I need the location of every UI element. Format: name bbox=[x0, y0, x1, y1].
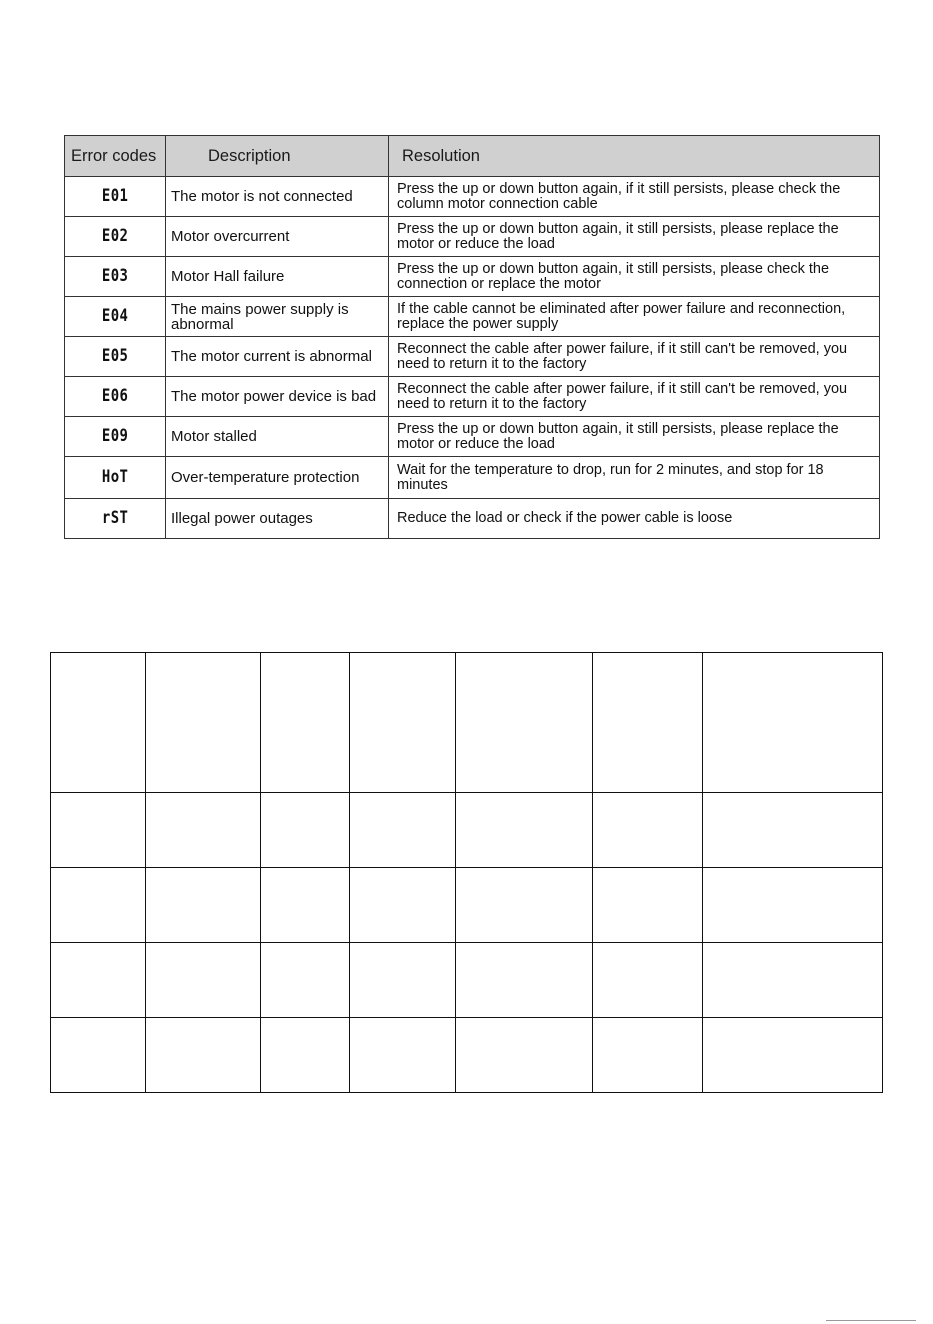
error-code: E05 bbox=[101, 346, 129, 366]
grid-row bbox=[51, 943, 883, 1018]
header-error-codes: Error codes bbox=[65, 136, 166, 177]
grid-cell bbox=[261, 653, 350, 793]
error-code-cell bbox=[65, 257, 166, 297]
description-cell: Motor overcurrent bbox=[166, 217, 389, 257]
grid-cell bbox=[456, 793, 593, 868]
description-cell: The motor is not connected bbox=[166, 177, 389, 217]
grid-header-row bbox=[51, 653, 883, 793]
resolution-cell: Reconnect the cable after power failure, if it still can't be removed, you need to return it to the factory bbox=[389, 377, 880, 417]
grid-row bbox=[51, 793, 883, 868]
grid-cell bbox=[593, 943, 703, 1018]
resolution-cell: If the cable cannot be eliminated after power failure and reconnection, replace the power supply bbox=[389, 297, 880, 337]
description-cell: Motor stalled bbox=[166, 417, 389, 457]
error-code-cell bbox=[65, 377, 166, 417]
error-table-header-row bbox=[65, 136, 880, 177]
error-code: E03 bbox=[101, 266, 129, 286]
resolution-cell: Press the up or down button again, it still persists, please replace the motor or reduce the load bbox=[389, 417, 880, 457]
grid-cell bbox=[703, 793, 883, 868]
description-cell: Illegal power outages bbox=[166, 499, 389, 539]
grid-cell bbox=[261, 868, 350, 943]
grid-cell bbox=[456, 943, 593, 1018]
grid-cell bbox=[593, 793, 703, 868]
description-cell: The motor power device is bad bbox=[166, 377, 389, 417]
grid-cell bbox=[51, 653, 146, 793]
grid-cell bbox=[593, 868, 703, 943]
error-code: E04 bbox=[101, 306, 129, 326]
grid-cell bbox=[51, 793, 146, 868]
grid-cell bbox=[703, 1018, 883, 1093]
table-row bbox=[65, 297, 880, 337]
grid-cell bbox=[703, 653, 883, 793]
table-row bbox=[65, 217, 880, 257]
description-cell: The mains power supply is abnormal bbox=[166, 297, 389, 337]
grid-cell bbox=[146, 943, 261, 1018]
table-row bbox=[65, 177, 880, 217]
description-cell: Motor Hall failure bbox=[166, 257, 389, 297]
grid-cell bbox=[593, 1018, 703, 1093]
table-row bbox=[65, 417, 880, 457]
grid-cell bbox=[146, 868, 261, 943]
grid-cell bbox=[146, 653, 261, 793]
grid-cell bbox=[261, 793, 350, 868]
resolution-cell: Press the up or down button again, it still persists, please check the connection or replace the motor bbox=[389, 257, 880, 297]
grid-cell bbox=[350, 1018, 456, 1093]
description-cell: Over-temperature protection bbox=[166, 457, 389, 499]
page-edge-line bbox=[826, 1320, 916, 1321]
grid-cell bbox=[51, 1018, 146, 1093]
grid-cell bbox=[350, 793, 456, 868]
error-code: E02 bbox=[101, 226, 129, 246]
grid-cell bbox=[456, 868, 593, 943]
grid-cell bbox=[51, 868, 146, 943]
error-codes-table bbox=[64, 135, 880, 539]
error-code-cell bbox=[65, 297, 166, 337]
grid-row bbox=[51, 1018, 883, 1093]
error-code-cell bbox=[65, 337, 166, 377]
table-row bbox=[65, 257, 880, 297]
grid-cell bbox=[350, 653, 456, 793]
error-code-cell bbox=[65, 499, 166, 539]
table-row bbox=[65, 337, 880, 377]
grid-cell bbox=[703, 943, 883, 1018]
resolution-cell: Wait for the temperature to drop, run for 2 minutes, and stop for 18 minutes bbox=[389, 457, 880, 499]
table-row bbox=[65, 457, 880, 499]
error-code: E06 bbox=[101, 386, 129, 406]
error-code-cell bbox=[65, 217, 166, 257]
error-code: E01 bbox=[101, 186, 129, 206]
description-cell: The motor current is abnormal bbox=[166, 337, 389, 377]
resolution-cell: Press the up or down button again, it still persists, please replace the motor or reduce the load bbox=[389, 217, 880, 257]
resolution-cell: Reduce the load or check if the power cable is loose bbox=[389, 499, 880, 539]
header-resolution: Resolution bbox=[389, 136, 880, 177]
grid-cell bbox=[261, 1018, 350, 1093]
grid-cell bbox=[456, 1018, 593, 1093]
grid-cell bbox=[261, 943, 350, 1018]
resolution-cell: Reconnect the cable after power failure, if it still can't be removed, you need to return it to the factory bbox=[389, 337, 880, 377]
error-code-cell bbox=[65, 417, 166, 457]
error-code: rST bbox=[101, 508, 129, 528]
grid-cell bbox=[350, 868, 456, 943]
resolution-cell: Press the up or down button again, if it still persists, please check the column motor connection cable bbox=[389, 177, 880, 217]
grid-cell bbox=[703, 868, 883, 943]
grid-cell bbox=[51, 943, 146, 1018]
grid-cell bbox=[146, 793, 261, 868]
error-code: E09 bbox=[101, 426, 129, 446]
error-code-cell bbox=[65, 457, 166, 499]
grid-row bbox=[51, 868, 883, 943]
blank-grid-table bbox=[50, 652, 883, 1093]
grid-cell bbox=[146, 1018, 261, 1093]
table-row bbox=[65, 377, 880, 417]
error-code: HoT bbox=[101, 467, 129, 487]
header-description: Description bbox=[166, 136, 389, 177]
grid-cell bbox=[593, 653, 703, 793]
grid-cell bbox=[456, 653, 593, 793]
table-row bbox=[65, 499, 880, 539]
grid-cell bbox=[350, 943, 456, 1018]
error-code-cell bbox=[65, 177, 166, 217]
